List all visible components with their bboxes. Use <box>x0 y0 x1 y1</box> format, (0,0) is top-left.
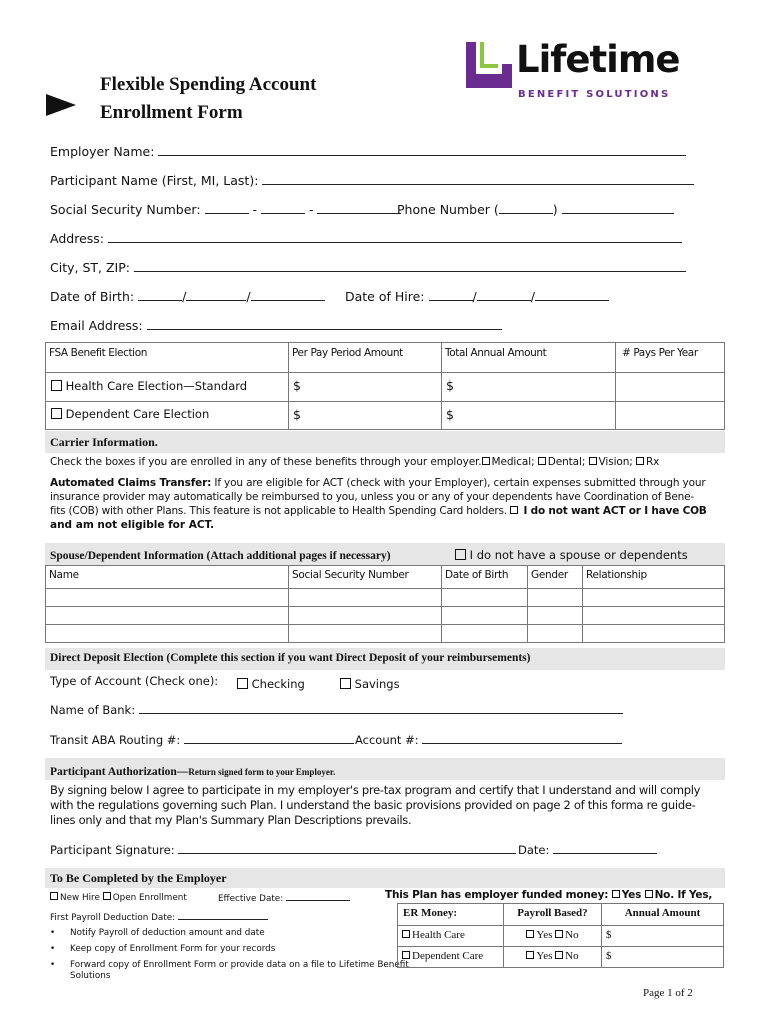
dep-relationship-cell[interactable] <box>583 607 725 625</box>
signature-field[interactable] <box>50 842 516 857</box>
signature-date-label: Date: <box>518 843 550 857</box>
authorization-heading-wrap <box>50 762 335 780</box>
table-row <box>398 926 724 947</box>
routing-line[interactable] <box>184 732 354 744</box>
address-line[interactable] <box>108 231 682 243</box>
logo <box>466 38 686 104</box>
new-hire-checkbox[interactable] <box>50 892 58 900</box>
ssn-part2-line[interactable] <box>261 202 305 214</box>
dep-ssn-cell[interactable] <box>289 607 442 625</box>
employer-name-line[interactable] <box>158 144 686 156</box>
dep-name-cell[interactable] <box>46 625 289 643</box>
effective-date-label: Effective Date: <box>218 894 284 904</box>
account-line[interactable] <box>422 732 622 744</box>
er-dependent-amount[interactable]: $ <box>602 947 724 968</box>
savings-label: Savings <box>354 677 400 691</box>
dob-day-line[interactable] <box>186 289 246 301</box>
er-header-money: ER Money: <box>398 904 504 926</box>
dep-dob-cell[interactable] <box>442 625 528 643</box>
dependent-care-label: Dependent Care Election <box>65 407 210 421</box>
dental-checkbox[interactable] <box>538 457 546 465</box>
act-text-1: If you are eligible for ACT (check with your Employer), certain expenses submitted through your <box>211 477 706 489</box>
authorization-line2: with the regulations governing such Plan. I understand the basic provisions provided on page 2 of this forma re guide- <box>50 798 696 812</box>
signature-date-field[interactable] <box>518 842 657 857</box>
checking-option[interactable] <box>237 677 305 691</box>
city-field[interactable] <box>50 260 686 275</box>
funded-no-label: No. <box>654 889 674 901</box>
ssn-part3-line[interactable] <box>317 202 401 214</box>
er-dependent-payroll <box>504 947 602 968</box>
account-field[interactable] <box>355 732 622 747</box>
first-payroll-label: First Payroll Deduction Date: <box>50 913 176 923</box>
doh-month-line[interactable] <box>429 289 473 301</box>
open-enrollment-label: Open Enrollment <box>112 893 187 903</box>
dep-relationship-cell[interactable] <box>583 625 725 643</box>
employer-name-label: Employer Name: <box>50 144 155 159</box>
act-line-1 <box>50 477 706 489</box>
effective-date-field[interactable] <box>218 892 350 904</box>
er-health-yes: Yes <box>536 929 553 941</box>
open-enrollment-checkbox[interactable] <box>103 892 111 900</box>
email-label: Email Address: <box>50 318 143 333</box>
bank-name-field[interactable] <box>50 702 623 717</box>
funded-money <box>385 889 712 901</box>
form-title-line2: Enrollment Form <box>100 102 243 123</box>
bullet-1: Notify Payroll of deduction amount and date <box>70 928 265 938</box>
health-pays-cell[interactable] <box>616 373 725 402</box>
signature-date-line[interactable] <box>553 842 657 854</box>
er-health-checkbox[interactable] <box>402 930 410 938</box>
dep-dob-cell[interactable] <box>442 607 528 625</box>
authorization-line1: By signing below I agree to participate in my employer's pre-tax program and certify that I understand and will comply <box>50 783 701 797</box>
employer-name-field[interactable] <box>50 144 686 159</box>
header-pays-per-year: # Pays Per Year <box>616 343 725 373</box>
doh-field[interactable]: Date of Hire: / / <box>345 289 609 304</box>
header-fsa-election: FSA Benefit Election <box>46 343 289 373</box>
dep-header-gender: Gender <box>528 566 583 589</box>
dep-header-dob: Date of Birth <box>442 566 528 589</box>
account-type-label: Type of Account (Check one): <box>50 674 219 688</box>
authorization-line3: lines only and that my Plan's Summary Plan Descriptions prevails. <box>50 813 412 827</box>
city-label: City, ST, ZIP: <box>50 260 130 275</box>
bullet-3-cont: Solutions <box>70 971 111 981</box>
routing-label: Transit ABA Routing #: <box>50 733 181 747</box>
er-health-payroll <box>504 926 602 947</box>
act-text-2: insurance provider may automatically be reimbursed to you, unless you or any of your dependents have Coordination of Bene- <box>50 491 694 503</box>
dep-gender-cell[interactable] <box>528 625 583 643</box>
er-money-table <box>397 903 724 968</box>
bullet-3: Forward copy of Enrollment Form or provide data on a file to Lifetime Benefit <box>70 960 409 970</box>
ssn-field[interactable]: Social Security Number: - - <box>50 202 401 217</box>
dob-month-line[interactable] <box>138 289 182 301</box>
election-row-dependent <box>46 402 725 430</box>
dob-field[interactable]: Date of Birth: / / <box>50 289 325 304</box>
savings-option[interactable] <box>340 677 400 691</box>
dependent-pays-cell[interactable] <box>616 402 725 430</box>
doh-year-line[interactable] <box>535 289 609 301</box>
act-text-3: fits (COB) with other Plans. This feature is not applicable to Health Spending Card holders. <box>50 505 507 517</box>
er-dependent-no: No <box>565 950 579 962</box>
er-health-amount[interactable]: $ <box>602 926 724 947</box>
address-field[interactable] <box>50 231 682 246</box>
table-row <box>398 947 724 968</box>
address-label: Address: <box>50 231 104 246</box>
table-row <box>46 589 725 607</box>
dependents-heading: Spouse/Dependent Information (Attach additional pages if necessary) <box>50 550 391 562</box>
er-dependent-checkbox[interactable] <box>402 951 410 959</box>
header-per-pay: Per Pay Period Amount <box>289 343 442 373</box>
header-total-annual: Total Annual Amount <box>442 343 616 373</box>
city-line[interactable] <box>134 260 686 272</box>
carrier-checks <box>50 456 659 468</box>
arrow-icon <box>46 94 76 120</box>
act-optout-checkbox[interactable] <box>510 506 518 514</box>
signature-line[interactable] <box>178 842 516 854</box>
dependent-care-election[interactable] <box>46 402 289 430</box>
er-health-no: No <box>565 929 579 941</box>
bank-name-line[interactable] <box>139 702 623 714</box>
doh-day-line[interactable] <box>477 289 531 301</box>
er-dependent-text: Dependent Care <box>412 950 484 962</box>
phone-field[interactable]: Phone Number ( ) <box>397 202 674 217</box>
dental-label: Dental; <box>547 456 586 468</box>
dep-gender-cell[interactable] <box>528 607 583 625</box>
phone-number-line[interactable] <box>562 202 674 214</box>
list-item: • Keep copy of Enrollment Form for your records <box>50 944 276 954</box>
participant-name-label: Participant Name (First, MI, Last): <box>50 173 259 188</box>
election-row-health <box>46 373 725 402</box>
medical-checkbox[interactable] <box>482 457 490 465</box>
participant-name-line[interactable] <box>262 173 694 185</box>
logo-name: Lifetime <box>516 38 680 81</box>
account-label: Account #: <box>355 733 419 747</box>
ssn-part1-line[interactable] <box>205 202 249 214</box>
act-optout-2: and am not eligible for ACT. <box>50 519 215 531</box>
doh-label: Date of Hire: <box>345 289 425 304</box>
dep-name-cell[interactable] <box>46 607 289 625</box>
carrier-check-text: Check the boxes if you are enrolled in any of these benefits through your employer. <box>50 456 482 468</box>
er-dependent-label <box>398 947 504 968</box>
new-hire-label: New Hire <box>60 893 100 903</box>
funded-yes-label: Yes <box>621 889 642 901</box>
enrollment-type <box>50 892 187 903</box>
authorization-heading: Participant Authorization— <box>50 766 189 778</box>
authorization-heading-small: Return signed form to your Employer. <box>188 767 336 777</box>
medical-label: Medical; <box>491 456 535 468</box>
first-payroll-field[interactable] <box>50 911 268 923</box>
dependents-table <box>45 565 725 643</box>
dep-header-relationship: Relationship <box>583 566 725 589</box>
routing-field[interactable] <box>50 732 354 747</box>
dep-gender-cell[interactable] <box>528 589 583 607</box>
funded-yes-checkbox[interactable] <box>612 890 620 898</box>
dependent-per-pay-cell[interactable]: $ <box>289 402 442 430</box>
phone-area-line[interactable] <box>499 202 553 214</box>
health-care-election[interactable] <box>46 373 289 402</box>
dep-relationship-cell[interactable] <box>583 589 725 607</box>
er-health-label <box>398 926 504 947</box>
direct-deposit-heading: Direct Deposit Election (Complete this section if you want Direct Deposit of your reimbursements) <box>50 652 531 664</box>
er-dependent-yes-checkbox[interactable] <box>526 951 534 959</box>
table-row <box>46 607 725 625</box>
page-number: Page 1 of 2 <box>643 987 693 999</box>
bank-name-label: Name of Bank: <box>50 703 136 717</box>
er-health-yes-checkbox[interactable] <box>526 930 534 938</box>
savings-checkbox[interactable] <box>340 678 351 689</box>
health-care-label: Health Care Election—Standard <box>65 379 248 393</box>
rx-label: Rx <box>645 456 660 468</box>
rx-checkbox[interactable] <box>636 457 644 465</box>
act-optout-1: I do not want ACT or I have COB <box>520 505 707 517</box>
act-label: Automated Claims Transfer: <box>50 477 212 489</box>
signature-label: Participant Signature: <box>50 843 175 857</box>
dep-ssn-cell[interactable] <box>289 589 442 607</box>
health-annual-cell[interactable]: $ <box>442 373 616 402</box>
dob-label: Date of Birth: <box>50 289 135 304</box>
health-care-checkbox[interactable] <box>51 380 62 391</box>
vision-label: Vision; <box>598 456 633 468</box>
dependent-annual-cell[interactable]: $ <box>442 402 616 430</box>
dep-name-cell[interactable] <box>46 589 289 607</box>
logo-tagline: BENEFIT SOLUTIONS <box>518 89 671 100</box>
no-dependents-checkbox[interactable] <box>455 549 466 560</box>
checking-checkbox[interactable] <box>237 678 248 689</box>
funded-ifyes-label: If Yes, <box>677 889 713 901</box>
email-line[interactable] <box>147 318 502 330</box>
carrier-heading: Carrier Information. <box>50 435 158 449</box>
no-dependents-label: I do not have a spouse or dependents <box>469 548 688 562</box>
election-table <box>45 342 725 430</box>
dependent-care-checkbox[interactable] <box>51 408 62 419</box>
list-item: • Notify Payroll of deduction amount and date <box>50 928 265 938</box>
dep-dob-cell[interactable] <box>442 589 528 607</box>
funded-text: This Plan has employer funded money: <box>385 889 609 901</box>
ssn-label: Social Security Number: <box>50 202 201 217</box>
logo-mark-icon <box>466 42 512 88</box>
form-title-line1: Flexible Spending Account <box>100 74 317 95</box>
er-health-no-checkbox[interactable] <box>555 930 563 938</box>
er-table-header <box>398 904 724 926</box>
effective-date-line[interactable] <box>286 892 350 901</box>
checking-label: Checking <box>251 677 305 691</box>
dob-year-line[interactable] <box>251 289 325 301</box>
bullet-2: Keep copy of Enrollment Form for your records <box>70 944 276 954</box>
er-health-text: Health Care <box>412 929 465 941</box>
er-header-annual: Annual Amount <box>602 904 724 926</box>
funded-no-checkbox[interactable] <box>645 890 653 898</box>
election-table-header <box>46 343 725 373</box>
dep-header-name: Name <box>46 566 289 589</box>
first-payroll-line[interactable] <box>178 911 268 920</box>
er-header-payroll: Payroll Based? <box>504 904 602 926</box>
employer-heading: To Be Completed by the Employer <box>50 871 227 885</box>
health-per-pay-cell[interactable]: $ <box>289 373 442 402</box>
table-row <box>46 625 725 643</box>
email-field[interactable] <box>50 318 502 333</box>
participant-name-field[interactable] <box>50 173 694 188</box>
er-dependent-no-checkbox[interactable] <box>555 951 563 959</box>
dep-header-ssn: Social Security Number <box>289 566 442 589</box>
dependents-table-header <box>46 566 725 589</box>
no-dependents-option[interactable] <box>455 548 688 562</box>
dep-ssn-cell[interactable] <box>289 625 442 643</box>
act-line-3 <box>50 505 707 517</box>
list-item: • Forward copy of Enrollment Form or provide data on a file to Lifetime Benefit <box>50 960 409 970</box>
er-dependent-yes: Yes <box>536 950 553 962</box>
vision-checkbox[interactable] <box>589 457 597 465</box>
phone-label: Phone Number ( <box>397 202 499 217</box>
